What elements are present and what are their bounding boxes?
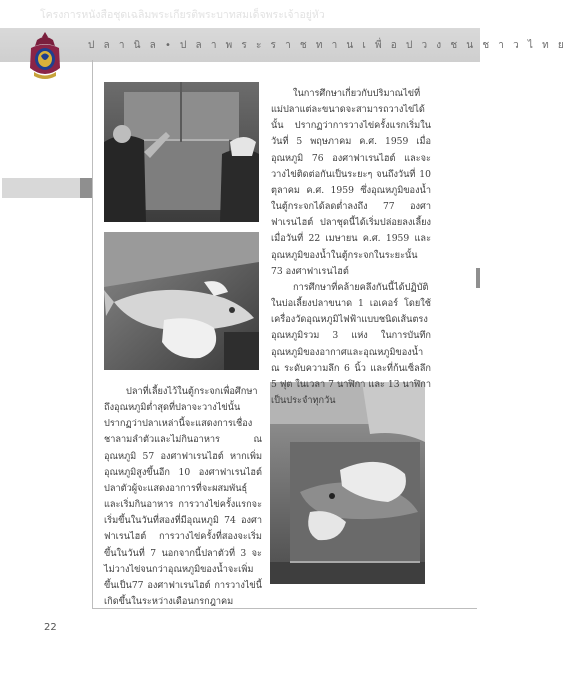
- paragraph-aquarium-temperature: ปลาที่เลี้ยงไว้ในตู้กระจกเพื่อศึกษาถึงอุณหภูมิต่ำสุดที่ปลาจะวางไข่นั้น ปรากฏว่าปลาเหล่านี้จะแสดงการเชื่องชาลามลำตัวและไม่กินอาหาร ณ อุณหภูมิ 57 องศาฟาเรนไฮต์ หากเพิ่มอุณหภูมิสูงขึ้นอีก 10 องศาฟาเรนไฮต์ ปลาตัวผู้จะแสดงอาการที่จะผสมพันธุ์และเริ่มกินอาหาร การวางไข่ครั้งแรกจะเริ่มขึ้นในวันที่สองที่มีอุณหภูมิ 74 องศาฟาเรนไฮต์ การวางไข่ครั้งที่สองจะเริ่มขึ้นในวันที่ 7 นอกจากนี้ปลาตัวที่ 3 จะไม่วางไข่จนกว่าอุณหภูมิของน้ำจะเพิ่มขึ้นเป็น77 องศาฟาเรนไฮต์ การวางไข่นี้เกิดขึ้นในระหว่างเดือนกรกฎาคม: [104, 386, 262, 608]
- royal-emblem-icon: [26, 30, 64, 82]
- side-marker-left: [2, 178, 92, 198]
- side-marker-right: [476, 268, 480, 288]
- paragraph-egg-count: ในการศึกษาเกี่ยวกับปริมาณไข่ที่แม่ปลาแต่ละขนาดจะสามารถวางไข่ได้นั้น ปรากฏว่าการวางไข่ครั้งแรกเริ่มในวันที่ 5 พฤษภาคม ค.ศ. 1959 เมื่ออุณหภูมิ 76 องศาฟาเรนไฮต์ และจะวางไข่ติดต่อกันเป็นระยะๆ จนถึงวันที่ 10 ตุลาคม ค.ศ. 1959 ซึ่งอุณหภูมิของน้ำในตู้กระจกได้ลดต่ำลงถึง 77 องศาฟาเรนไฮต์ ปลาชุดนี้ได้เริ่มปล่อยลงเลี้ยงเมื่อวันที่ 22 เมษายน ค.ศ. 1959 และอุณหภูมิของน้ำในตู้กระจกในระยะนั้น 73 องศาฟาเรนไฮต์: [271, 88, 431, 277]
- photo-researchers-at-tanks: [104, 82, 259, 222]
- photo-hands-holding-fish: [104, 232, 259, 370]
- article-column-right: [271, 86, 431, 409]
- photo-gloved-hands-with-fish: [270, 382, 425, 584]
- page-number: 22: [44, 622, 57, 633]
- article-column-left: [104, 384, 262, 610]
- top-watermark-text: โครงการหนังสือชุดเฉลิมพระเกียรติพระบาทสมเด็จพระเจ้าอยู่หัว: [40, 9, 325, 21]
- header-title: ป ล า นิ ล • ป ล า พ ร ะ ร า ช ท า น เ พื่ อ ป ว ง ช น ช า ว ไ ท ย: [88, 40, 567, 51]
- paragraph-pond-study: การศึกษาที่คล้ายคลึงกันนี้ได้ปฏิบัติในบ่อเลี้ยงปลาขนาด 1 เอเคอร์ โดยใช้เครื่องวัดอุณหภูมิไฟฟ้าแบบชนิดเส้นตรงอุณหภูมิรวม 3 แห่ง ในการบันทึกอุณหภูมิของอากาศและอุณหภูมิของน้ำ ณ ระดับความลึก 6 นิ้ว และที่ก้นเซ็ลลึก 5 ฟุต ในเวลา 7 นาฬิกา และ 13 นาฬิกาเป็นประจำทุกวัน: [271, 281, 431, 406]
